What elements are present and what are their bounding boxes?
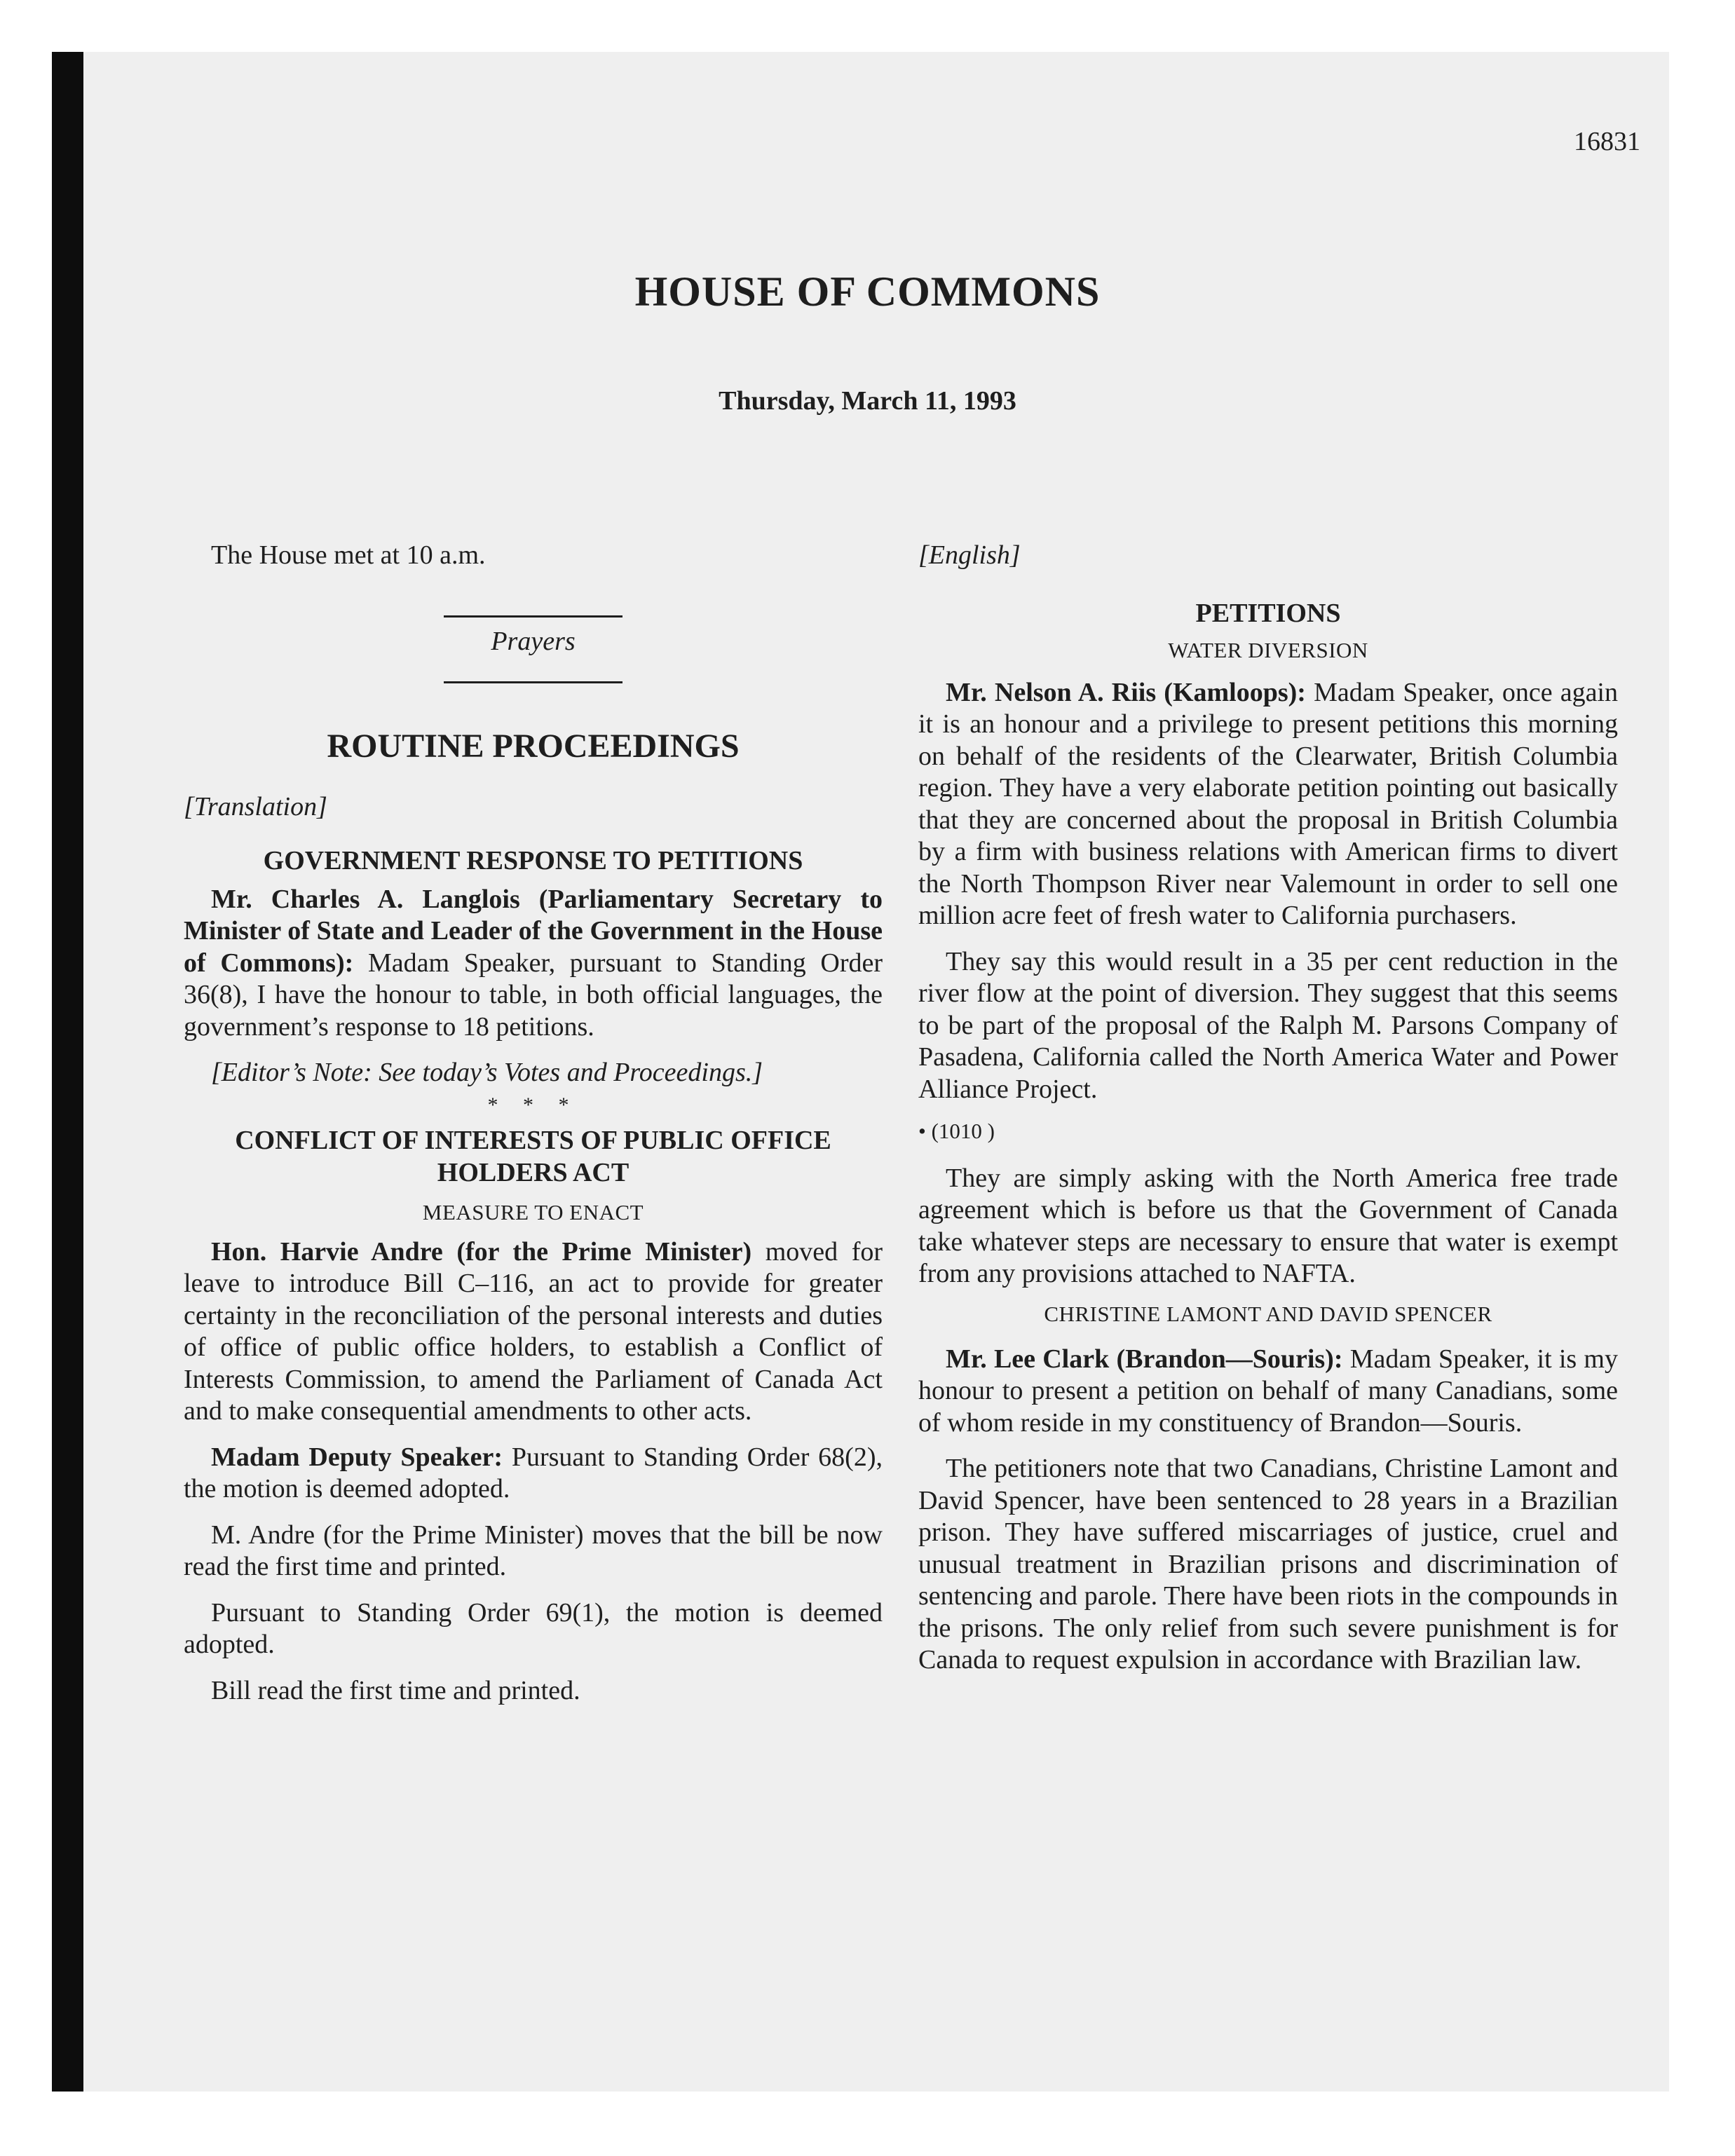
subheading-water-diversion: WATER DIVERSION <box>1168 637 1368 662</box>
bill-read-paragraph: Bill read the first time and printed. <box>211 1675 580 1705</box>
langlois-paragraph <box>184 884 883 1044</box>
left-column <box>184 540 883 1707</box>
speaker-name: Mr. Lee Clark (Brandon—Souris): <box>946 1344 1343 1374</box>
separator-stars: * * * <box>487 1093 579 1117</box>
andre-moves-paragraph: M. Andre (for the Prime Minister) moves that the bill be now read the first time and printed. <box>184 1520 883 1581</box>
speech-text: moved for leave to introduce Bill C–116, an act to provide for greater certainty in the reconciliation of the personal interests and duties of office of public office holders, to establish a Conflict of Interests Commission, to amend the Parliament of Canada Act and to make consequential amendments to other acts. <box>184 1236 883 1426</box>
editor-note: [Editor’s Note: See today’s Votes and Proceedings.] <box>211 1058 763 1087</box>
subheading-lamont-spencer: CHRISTINE LAMONT AND DAVID SPENCER <box>1044 1301 1492 1326</box>
pursuant-paragraph: Pursuant to Standing Order 69(1), the motion is deemed adopted. <box>184 1597 883 1659</box>
page-title: HOUSE OF COMMONS <box>634 268 1101 315</box>
heading-petitions: PETITIONS <box>1195 598 1341 628</box>
binding-shadow <box>52 52 83 2092</box>
riis-paragraph-2: They say this would result in a 35 per cent reduction in the river flow at the point of diversion. They suggest that this seems to be part of the proposal of the Ralph M. Parsons Company of Pasadena, California called the North America Water and Power Alliance Project. <box>918 946 1618 1104</box>
scan-margin <box>0 0 52 2156</box>
divider <box>444 615 622 618</box>
subheading-measure: MEASURE TO ENACT <box>422 1199 644 1224</box>
speech-text: Pursuant to Standing Order 68(2), the motion is deemed adopted. <box>184 1442 883 1503</box>
sitting-date: Thursday, March 11, 1993 <box>719 386 1016 416</box>
page-number: 16831 <box>1574 127 1640 156</box>
andre-paragraph <box>184 1236 883 1428</box>
deputy-speaker-paragraph <box>184 1442 883 1506</box>
speech-text: Madam Speaker, it is my honour to present a petition on behalf of many Canadians, some of whom reside in my constituency of Brandon—Souris. <box>918 1344 1618 1438</box>
speech-text: Madam Speaker, once again it is an honour and a privilege to present petitions this morning on behalf of the residents of the Clearwater, British Columbia region. They have a very elaborate petition pointing out basically that they are concerned about the proposal in British Columbia by a firm with business relations with American firms to divert the North Thompson River near Valemount in order to sell one million acre feet of fresh water to California purchasers. <box>918 677 1618 930</box>
heading-conflict-of-interests: CONFLICT OF INTERESTS OF PUBLIC OFFICE HOLDERS ACT <box>235 1125 831 1187</box>
riis-paragraph-3: They are simply asking with the North America free trade agreement which is before us that the Government of Canada take whatever steps are necessary to ensure that water is exempt from any provisions attached to NAFTA. <box>918 1163 1618 1288</box>
speaker-name: Mr. Charles A. Langlois (Parliamentary Secretary to Minister of State and Leader of the Government in the House of Commons): <box>184 884 883 978</box>
prayers-label: Prayers <box>491 626 576 656</box>
riis-paragraph <box>918 677 1618 932</box>
clark-paragraph <box>918 1344 1618 1440</box>
time-marker: • (1010 ) <box>918 1119 995 1143</box>
house-met-line: The House met at 10 a.m. <box>211 540 486 570</box>
speech-text: Madam Speaker, pursuant to Standing Order 36(8), I have the honour to table, in both official languages, the government’s response to 18 petitions. <box>184 948 883 1042</box>
english-tag: [English] <box>918 540 1021 570</box>
divider <box>444 681 622 683</box>
heading-government-response: GOVERNMENT RESPONSE TO PETITIONS <box>263 845 803 875</box>
translation-tag: [Translation] <box>184 792 327 821</box>
right-column <box>918 540 1618 1677</box>
speaker-name: Mr. Nelson A. Riis (Kamloops): <box>946 677 1306 707</box>
speaker-name: Hon. Harvie Andre (for the Prime Minister) <box>211 1236 752 1267</box>
section-heading-routine-proceedings: ROUTINE PROCEEDINGS <box>327 728 740 765</box>
clark-paragraph-2: The petitioners note that two Canadians, Christine Lamont and David Spencer, have been sentenced to 28 years in a Brazilian prison. They have suffered miscarriages of justice, cruel and unusual treatment in Brazilian prisons and discrimination of sentencing and parole. There have been riots in the compounds in the prisons. The only relief from such severe punishment is for Canada to request expulsion in accordance with Brazilian law. <box>918 1454 1618 1674</box>
speaker-name: Madam Deputy Speaker: <box>211 1442 503 1472</box>
